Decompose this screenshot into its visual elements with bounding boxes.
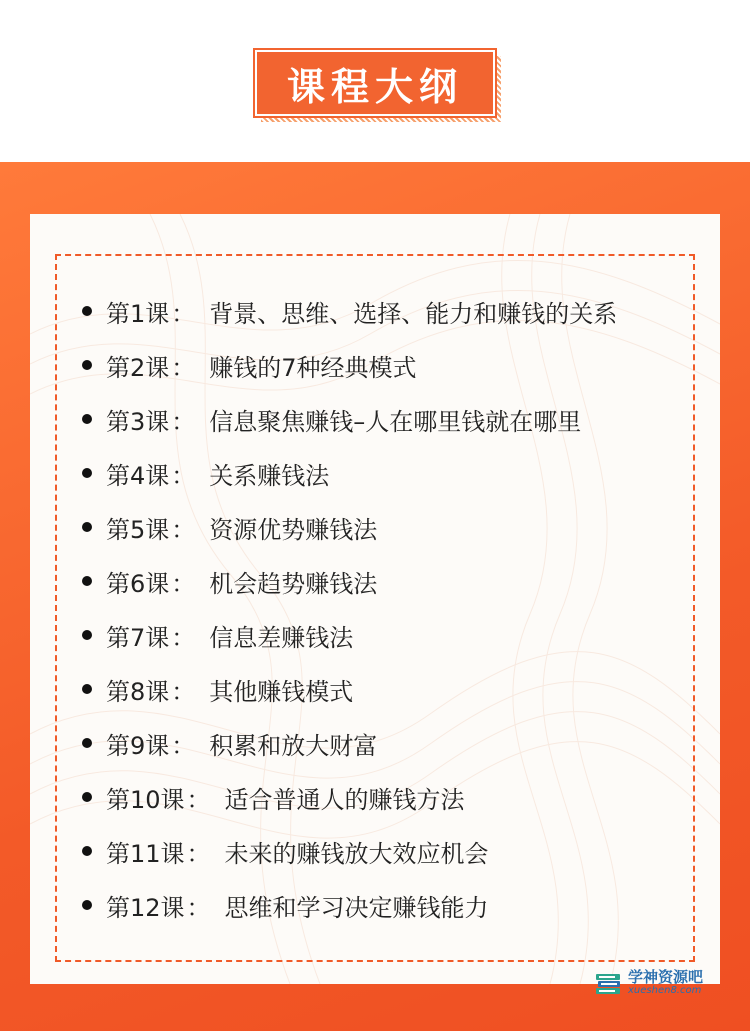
list-item [82, 338, 617, 392]
lesson-number: 第12课 [106, 893, 185, 922]
lesson-title: 关系赚钱法 [209, 461, 330, 490]
watermark [594, 966, 724, 1002]
lesson-number: 第7课 [106, 623, 170, 652]
bullet-icon [82, 468, 92, 478]
lesson-title: 思维和学习决定赚钱能力 [224, 893, 489, 922]
bullet-icon [82, 792, 92, 802]
lesson-title: 资源优势赚钱法 [209, 515, 378, 544]
lesson-separator: ： [171, 299, 196, 328]
lesson-number: 第6课 [106, 569, 170, 598]
list-item [82, 284, 617, 338]
watermark-name: 学神资源吧 [628, 968, 704, 986]
page-title: 课程大纲 [286, 63, 463, 109]
lesson-separator: ： [171, 407, 196, 436]
lesson-title: 未来的赚钱放大效应机会 [224, 839, 489, 868]
list-item [82, 446, 617, 500]
bullet-icon [82, 360, 92, 370]
lesson-title: 赚钱的7种经典模式 [209, 353, 417, 382]
title-badge [255, 50, 501, 122]
list-item [82, 500, 617, 554]
lesson-separator: ： [171, 623, 196, 652]
list-item [82, 392, 617, 446]
list-item [82, 554, 617, 608]
bullet-icon [82, 306, 92, 316]
list-item [82, 770, 617, 824]
lesson-separator: ： [171, 677, 196, 706]
list-item [82, 608, 617, 662]
bullet-icon [82, 576, 92, 586]
lesson-number: 第4课 [106, 461, 170, 490]
lesson-separator: ： [171, 569, 196, 598]
bullet-icon [82, 414, 92, 424]
lesson-separator: ： [171, 353, 196, 382]
lesson-title: 积累和放大财富 [209, 731, 378, 760]
bullet-icon [82, 846, 92, 856]
lesson-separator: ： [171, 461, 196, 490]
title-box [255, 50, 495, 116]
lesson-title: 机会趋势赚钱法 [209, 569, 378, 598]
lesson-title: 信息聚焦赚钱–人在哪里钱就在哪里 [209, 407, 582, 436]
list-item [82, 716, 617, 770]
lesson-separator: ： [186, 785, 211, 814]
bullet-icon [82, 630, 92, 640]
lesson-title: 适合普通人的赚钱方法 [224, 785, 465, 814]
list-item [82, 824, 617, 878]
bullet-icon [82, 684, 92, 694]
book-stack-icon [594, 968, 624, 998]
list-item [82, 662, 617, 716]
bullet-icon [82, 900, 92, 910]
watermark-domain: xueshen8.com [628, 985, 702, 996]
bullet-icon [82, 738, 92, 748]
lesson-number: 第1课 [106, 299, 170, 328]
lesson-title: 信息差赚钱法 [209, 623, 354, 652]
lesson-separator: ： [186, 893, 211, 922]
lesson-title: 其他赚钱模式 [209, 677, 354, 706]
lesson-list [82, 284, 617, 932]
lesson-number: 第5课 [106, 515, 170, 544]
lesson-separator: ： [171, 515, 196, 544]
lesson-number: 第9课 [106, 731, 170, 760]
lesson-number: 第11课 [106, 839, 185, 868]
list-item [82, 878, 617, 932]
outline-card [30, 214, 720, 984]
lesson-separator: ： [171, 731, 196, 760]
bullet-icon [82, 522, 92, 532]
lesson-separator: ： [186, 839, 211, 868]
lesson-number: 第3课 [106, 407, 170, 436]
lesson-title: 背景、思维、选择、能力和赚钱的关系 [209, 299, 618, 328]
lesson-number: 第2课 [106, 353, 170, 382]
lesson-number: 第10课 [106, 785, 185, 814]
lesson-number: 第8课 [106, 677, 170, 706]
